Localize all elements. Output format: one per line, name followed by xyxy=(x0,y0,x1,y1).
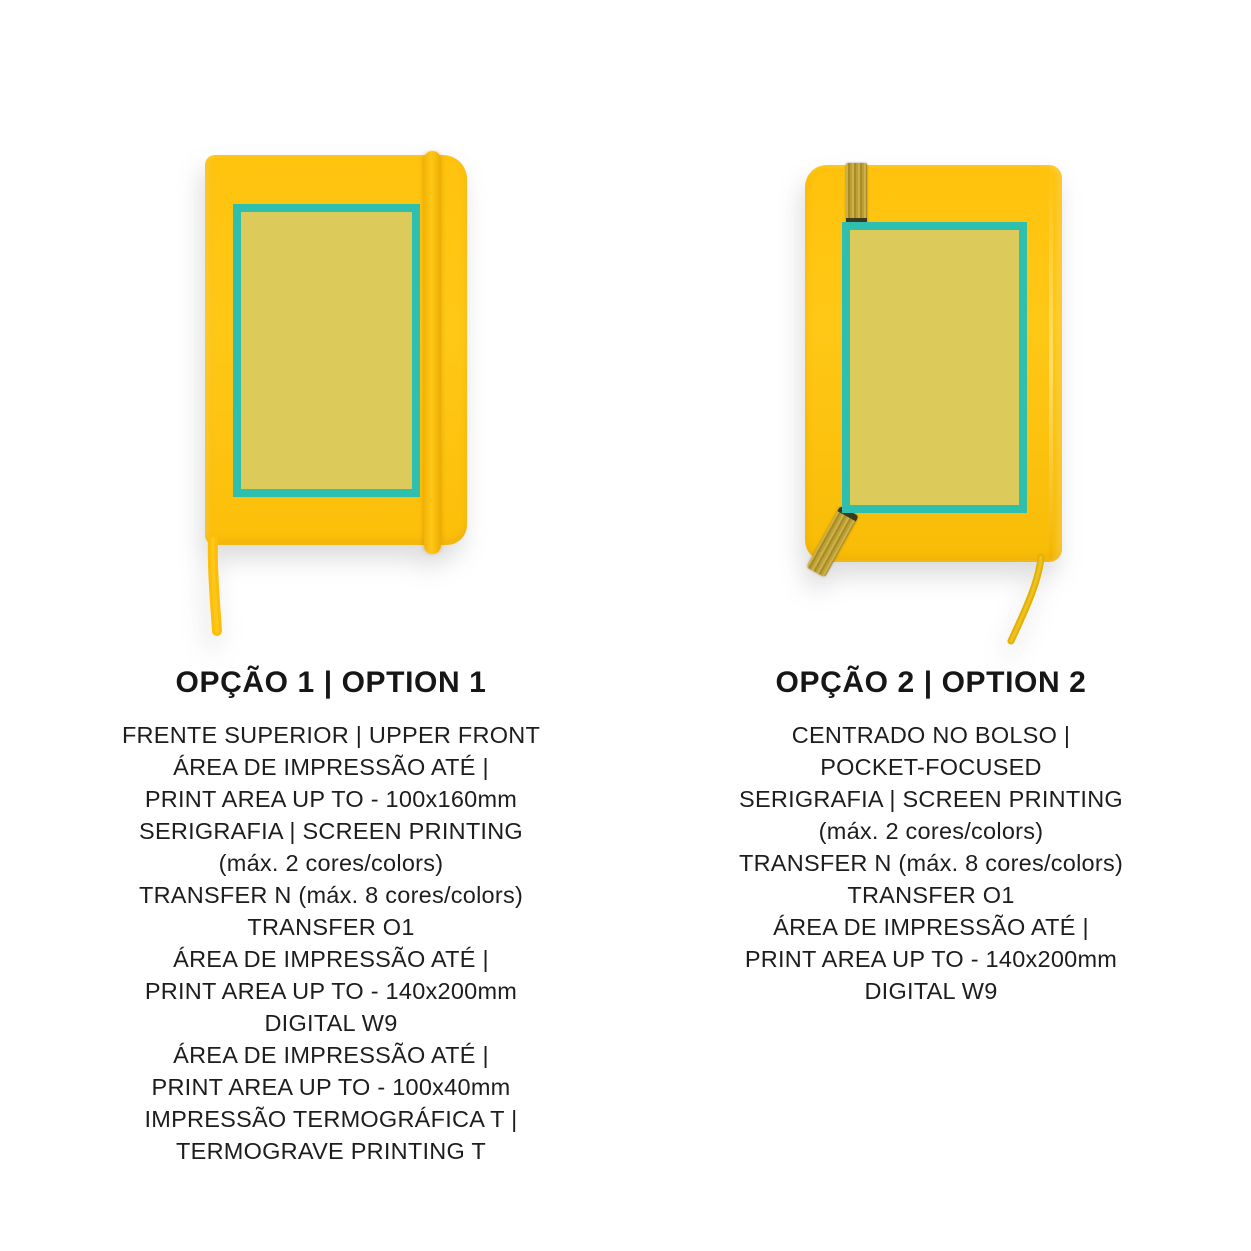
spec-line: SERIGRAFIA | SCREEN PRINTING xyxy=(739,786,1123,812)
option-2-heading: OPÇÃO 2 | OPTION 2 xyxy=(775,666,1087,699)
spec-line: POCKET-FOCUSED xyxy=(820,754,1042,780)
spec-line: ÁREA DE IMPRESSÃO ATÉ | xyxy=(173,1042,489,1068)
notebook-spine-edge xyxy=(1049,167,1053,560)
spec-line: PRINT AREA UP TO - 140x200mm xyxy=(744,946,1118,972)
spec-line: SERIGRAFIA | SCREEN PRINTING xyxy=(139,818,523,844)
elastic-band-top xyxy=(846,163,867,224)
elastic-band-front xyxy=(424,151,441,554)
option-2-section xyxy=(631,666,1231,1007)
spec-line: TERMOGRAVE PRINTING T xyxy=(176,1138,486,1164)
spec-line: FRENTE SUPERIOR | UPPER FRONT xyxy=(121,722,541,748)
notebook-back-image xyxy=(805,165,1062,562)
spec-line: ÁREA DE IMPRESSÃO ATÉ | xyxy=(173,946,489,972)
spec-line: ÁREA DE IMPRESSÃO ATÉ | xyxy=(173,754,489,780)
spec-line: DIGITAL W9 xyxy=(264,1010,398,1036)
spec-line: TRANSFER N (máx. 8 cores/colors) xyxy=(138,882,524,908)
spec-line: PRINT AREA UP TO - 140x200mm xyxy=(144,978,518,1004)
spec-line: (máx. 2 cores/colors) xyxy=(818,818,1044,844)
bookmark-ribbon-back xyxy=(995,553,1065,653)
spec-line: PRINT AREA UP TO - 100x40mm xyxy=(151,1074,511,1100)
spec-line: PRINT AREA UP TO - 100x160mm xyxy=(144,786,518,812)
spec-line: TRANSFER N (máx. 8 cores/colors) xyxy=(738,850,1124,876)
spec-line: ÁREA DE IMPRESSÃO ATÉ | xyxy=(773,914,1089,940)
option-2-spec-list xyxy=(631,719,1231,1007)
option-1-section xyxy=(31,666,631,1167)
print-area-overlay-option2 xyxy=(842,222,1027,513)
option-1-spec-list xyxy=(31,719,631,1167)
spec-line: IMPRESSÃO TERMOGRÁFICA T | xyxy=(144,1106,518,1132)
spec-line: TRANSFER O1 xyxy=(847,882,1015,908)
print-area-overlay-option1 xyxy=(233,204,420,497)
spec-line: DIGITAL W9 xyxy=(864,978,998,1004)
bookmark-ribbon-front xyxy=(201,533,261,643)
spec-line: CENTRADO NO BOLSO | xyxy=(791,722,1071,748)
spec-line: TRANSFER O1 xyxy=(247,914,415,940)
notebook-front-image xyxy=(205,155,467,545)
spec-line: (máx. 2 cores/colors) xyxy=(218,850,444,876)
option-1-heading: OPÇÃO 1 | OPTION 1 xyxy=(175,666,487,699)
